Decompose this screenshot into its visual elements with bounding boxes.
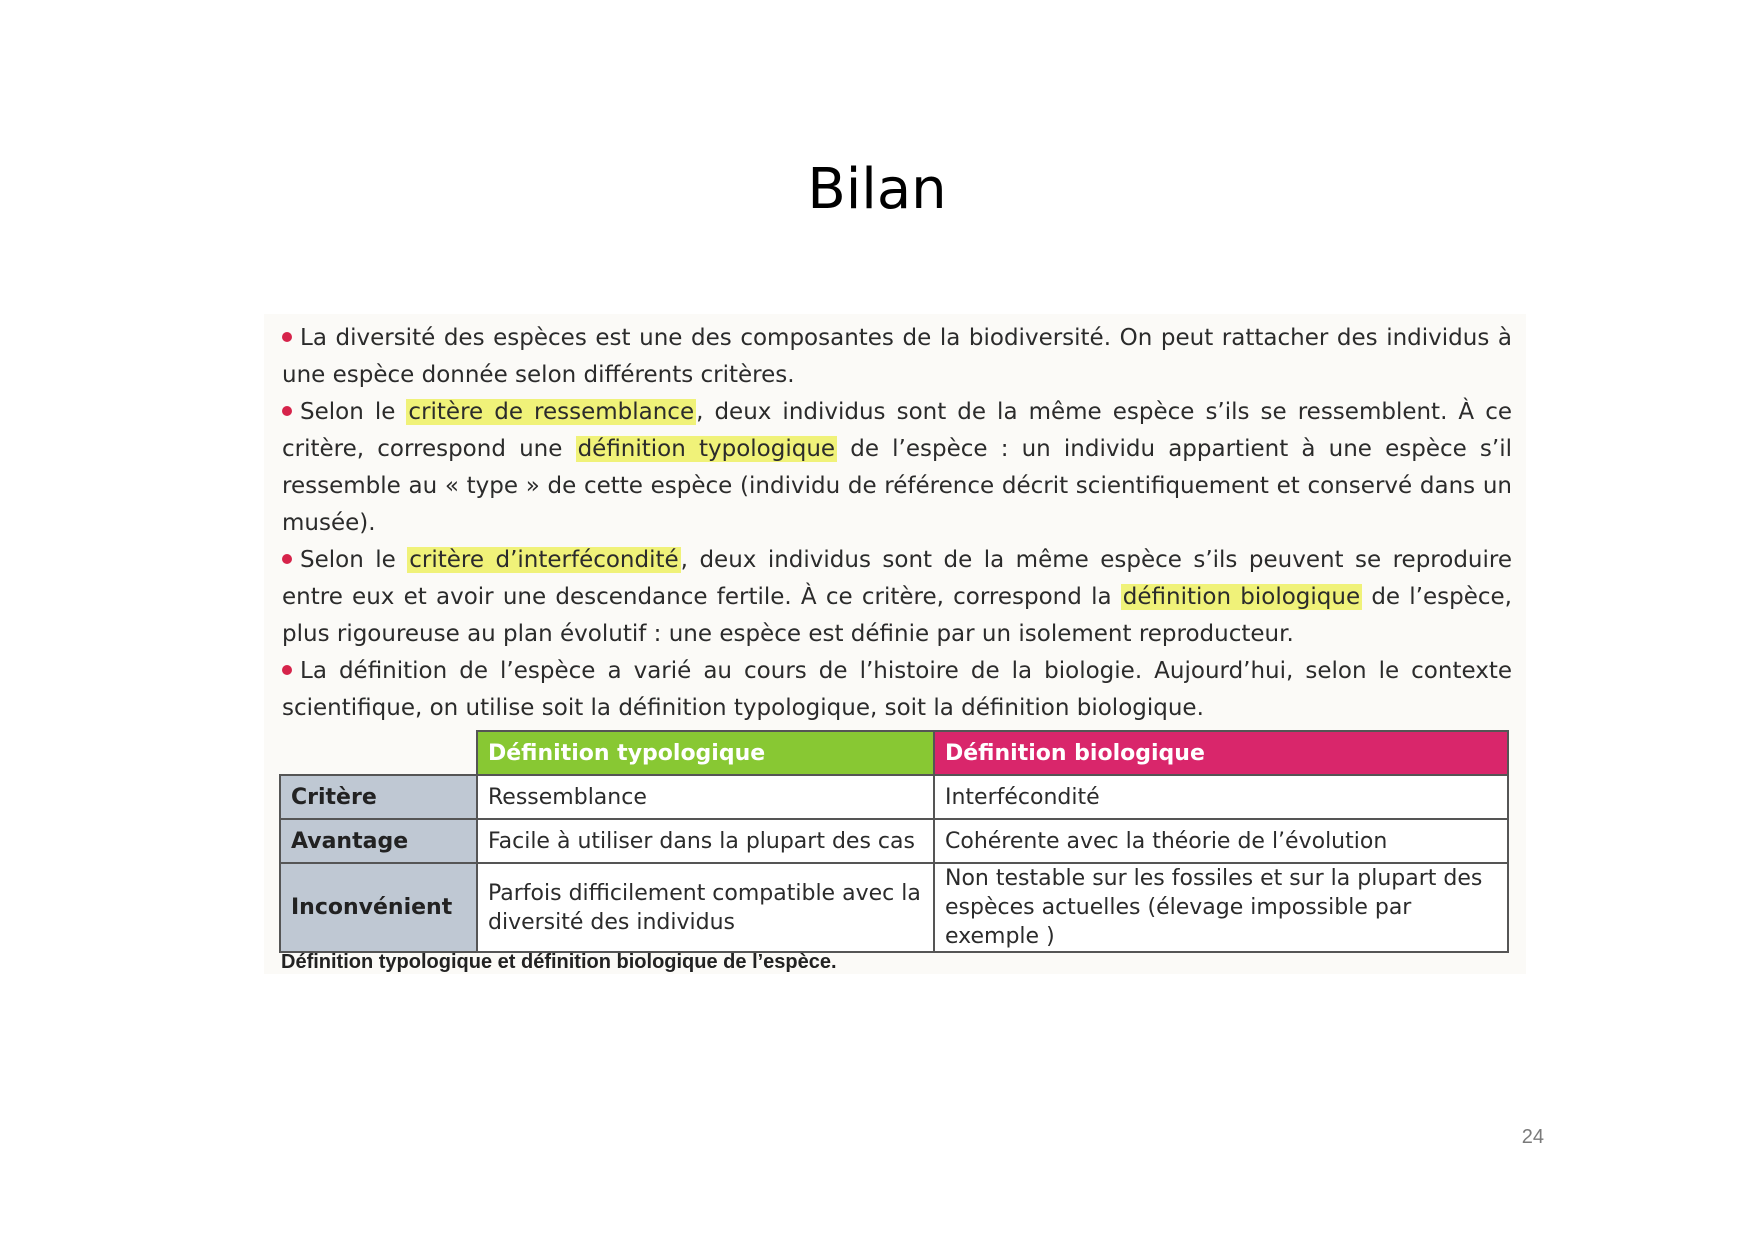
table-row	[280, 863, 1508, 952]
bullet-icon	[282, 665, 292, 675]
cell-biological: Cohérente avec la théorie de l’évolution	[934, 819, 1508, 863]
row-label-advantage: Avantage	[280, 819, 477, 863]
row-label-criterion: Critère	[280, 775, 477, 819]
cell-biological: Interfécondité	[934, 775, 1508, 819]
paragraph-interfertility	[282, 542, 1512, 653]
cell-typological: Parfois difficilement compatible avec la diversité des individus	[477, 863, 934, 952]
bullet-icon	[282, 406, 292, 416]
row-label-drawback: Inconvénient	[280, 863, 477, 952]
header-typological: Définition typologique	[477, 731, 934, 775]
paragraph-resemblance	[282, 394, 1512, 542]
paragraph-text: Selon le	[300, 547, 408, 573]
highlight-typological-definition: définition typologique	[577, 436, 836, 462]
page-number: 24	[1521, 1126, 1544, 1148]
table-row	[280, 819, 1508, 863]
paragraph-text: , deux individus sont de la même espèce s’ils peuvent se reproduire entre eux et avoir une descendance fertile. À ce critère, correspond la	[282, 547, 1512, 610]
highlight-criterion-interfertility: critère d’interfécondité	[409, 547, 679, 573]
table-corner-cell	[280, 731, 477, 775]
definition-comparison-table	[279, 730, 1509, 953]
paragraph-text: Selon le	[300, 399, 407, 425]
table-caption: Définition typologique et définition biologique de l’espèce.	[281, 951, 837, 973]
paragraph-text: de l’espèce, plus rigoureuse au plan évolutif : une espèce est définie par un isolement reproducteur.	[282, 584, 1512, 647]
table-header-row	[280, 731, 1508, 775]
paragraph-text: La définition de l’espèce a varié au cours de l’histoire de la biologie. Aujourd’hui, selon le contexte scientifique, on utilise soit la définition typologique, soit la définition biologique.	[282, 658, 1512, 721]
cell-biological: Non testable sur les fossiles et sur la plupart des espèces actuelles (élevage impossible par exemple )	[934, 863, 1508, 952]
cell-typological: Facile à utiliser dans la plupart des cas	[477, 819, 934, 863]
summary-paragraphs	[282, 320, 1512, 727]
bullet-icon	[282, 332, 292, 342]
paragraph-text: de l’espèce : un individu appartient à une espèce s’il ressemble au « type » de cette espèce (individu de référence décrit scientifiquement et conservé dans un musée).	[282, 436, 1513, 536]
paragraph-text: La diversité des espèces est une des composantes de la biodiversité. On peut rattacher des individus à une espèce donnée selon différents critères.	[282, 325, 1512, 388]
paragraph-diversity	[282, 320, 1512, 394]
scanned-textbook-excerpt	[264, 314, 1526, 974]
cell-typological: Ressemblance	[477, 775, 934, 819]
definition-table-wrapper	[279, 730, 1509, 953]
table-row	[280, 775, 1508, 819]
slide-title: Bilan	[807, 157, 947, 222]
highlight-criterion-resemblance: critère de ressemblance	[408, 399, 695, 425]
paragraph-history	[282, 653, 1512, 727]
header-biological: Définition biologique	[934, 731, 1508, 775]
highlight-biological-definition: définition biologique	[1122, 584, 1361, 610]
paragraph-text: , deux individus sont de la même espèce s’ils se ressemblent. À ce critère, correspond une	[282, 399, 1512, 462]
bullet-icon	[282, 554, 292, 564]
